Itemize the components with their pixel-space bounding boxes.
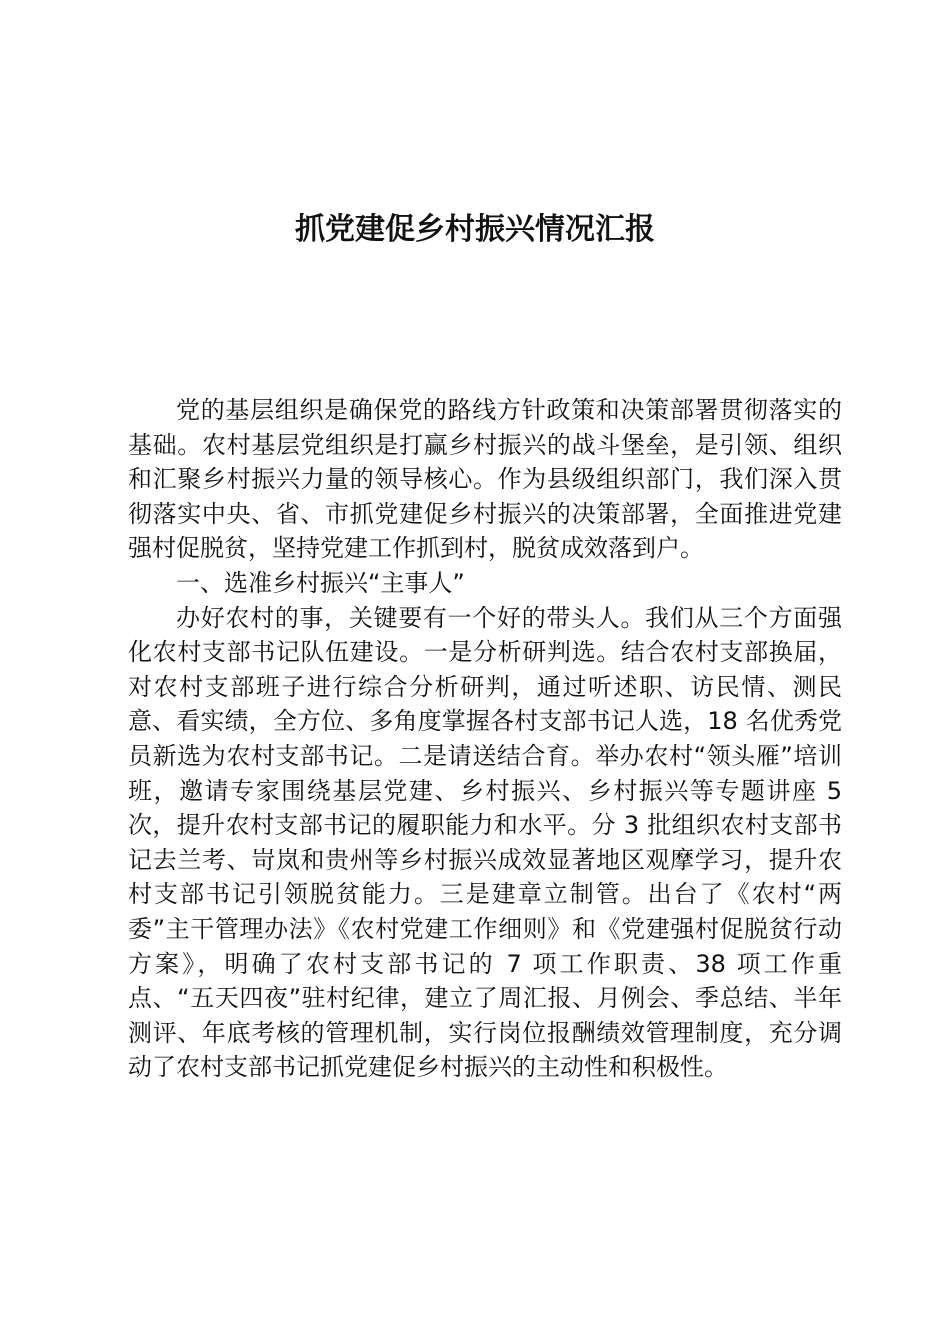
document-body [128,393,842,1085]
intro-paragraph: 党的基层组织是确保党的路线方针政策和决策部署贯彻落实的基础。农村基层党组织是打赢乡村振兴的战斗堡垒，是引领、组织和汇聚乡村振兴力量的领导核心。作为县级组织部门，我们深入贯彻落实中央、省、市抓党建促乡村振兴的决策部署，全面推进党建强村促脱贫，坚持党建工作抓到村，脱贫成效落到户。 [128,396,842,563]
section-heading: 一、选准乡村振兴“主事人” [176,568,465,597]
section-paragraph: 办好农村的事，关键要有一个好的带头人。我们从三个方面强化农村支部书记队伍建设。一是分析研判选。结合农村支部换届，对农村支部班子进行综合分析研判，通过听述职、访民情、测民意、看实绩，全方位、多角度掌握各村支部书记人选，18 名优秀党员新选为农村支部书记。二是请送结合育。举办农村“领头雁”培训班，邀请专家围绕基层党建、乡村振兴、乡村振兴等专题讲座 5 次，提升农村支部书记的履职能力和水平。分 3 批组织农村支部书记去兰考、岢岚和贵州等乡村振兴成效显著地区观摩学习，提升农村支部书记引领脱贫能力。三是建章立制管。出台了《农村“两委”主干管理办法》《农村党建工作细则》和《党建强村促脱贫行动方案》，明确了农村支部书记的 7 项工作职责、38 项工作重点、“五天四夜”驻村纪律，建立了周汇报、月例会、季总结、半年测评、年底考核的管理机制，实行岗位报酬绩效管理制度，充分调动了农村支部书记抓党建促乡村振兴的主动性和积极性。 [128,603,842,1082]
document-title: 抓党建促乡村振兴情况汇报 [295,212,655,247]
